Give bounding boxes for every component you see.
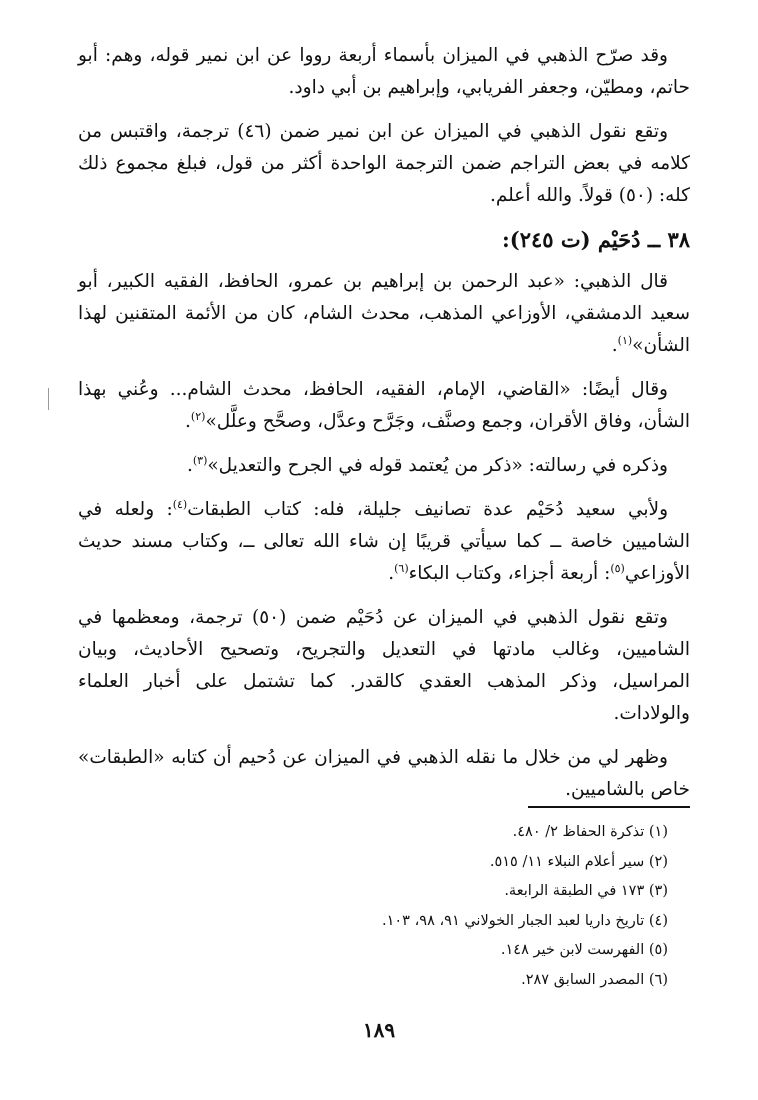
section-heading: ٣٨ ــ دُحَيْم (ت ٢٤٥): — [501, 227, 690, 252]
paragraph-3 — [78, 266, 690, 362]
footnote-ref-6: (٦) — [394, 561, 409, 575]
footnotes — [78, 818, 690, 995]
paragraph-5-text: وذكره في رسالته: «ذكر من يُعتمد قوله في الجرح والتعديل» — [207, 455, 668, 476]
paragraph-3-text: قال الذهبي: «عبد الرحمن بن إبراهيم بن عمرو، الحافظ، الفقيه الكبير، أبو سعيد الدمشقي، الأوزاعي المذهب، محدث الشام، كان من الأئمة المتقنين لهذا الشأن» — [78, 271, 690, 356]
footnote-5: (٥) الفهرست لابن خير ١٤٨. — [500, 942, 668, 958]
footnote-ref-5: (٥) — [610, 561, 625, 575]
paragraph-6 — [78, 494, 690, 590]
footnote-3: (٣) ١٧٣ في الطبقة الرابعة. — [504, 883, 668, 899]
footnote-4: (٤) تاريخ داريا لعبد الجبار الخولاني ٩١، ٩٨، ١٠٣. — [382, 912, 668, 929]
paragraph-6-part-c: : أربعة أجزاء، وكتاب البكاء — [408, 563, 611, 584]
paragraph-5-end: . — [186, 455, 193, 476]
page-number: ١٨٩ — [362, 1018, 396, 1042]
footnote-1: (١) تذكرة الحفاظ ٢/ ٤٨٠. — [512, 824, 668, 840]
footnote-2: (٢) سير أعلام النبلاء ١١/ ٥١٥. — [489, 853, 668, 870]
paragraph-6-end: . — [388, 563, 395, 584]
paragraph-3-end: . — [611, 335, 618, 356]
footnote-separator — [528, 806, 690, 808]
margin-mark — [48, 388, 49, 410]
paragraph-8: وظهر لي من خلال ما نقله الذهبي في الميزان عن دُحيم أن كتابه «الطبقات» خاص بالشاميين. — [78, 747, 690, 800]
paragraph-4-end: . — [185, 411, 191, 432]
paragraph-4 — [78, 374, 690, 438]
paragraph-1: وقد صرّح الذهبي في الميزان بأسماء أربعة رووا عن ابن نمير قوله، وهم: أبو حاتم، ومطيّن، وجعفر الفريابي، وإبراهيم بن أبي داود. — [78, 45, 690, 98]
footnote-ref-4: (٤) — [172, 497, 188, 511]
paragraph-2: وتقع نقول الذهبي في الميزان عن ابن نمير ضمن (٤٦) ترجمة، واقتبس من كلامه في بعض التراجم ضمن الترجمة الواحدة أكثر من قول، فبلغ مجموع ذلك كله: (٥٠) قولاً. والله أعلم. — [78, 121, 690, 206]
footnote-ref-1: (١) — [617, 333, 633, 347]
footnote-ref-3: (٣) — [192, 453, 208, 467]
paragraph-4-text: وقال أيضًا: «القاضي، الإمام، الفقيه، الحافظ، محدث الشام... وعُني بهذا الشأن، وفاق الأقران، وجمع وصنَّف، وجَرَّح وعدَّل، وصحَّح وعلَّل» — [78, 379, 690, 432]
footnote-6: (٦) المصدر السابق ٢٨٧. — [521, 971, 668, 988]
paragraph-6-part-b: : ولعله في الشاميين خاصة ــ كما سيأتي قريبًا إن شاء الله تعالى ــ، وكتاب مسند حديث الأوزاعي — [78, 499, 690, 584]
paragraph-7: وتقع نقول الذهبي في الميزان عن دُحَيْم ضمن (٥٠) ترجمة، ومعظمها في الشاميين، وغالب مادتها في التعديل والتجريح، وتصحيح الأحاديث، وبيان المراسيل، وذكر المذهب العقدي كالقدر. كما تشتمل على أخبار العلماء والولادات. — [78, 607, 690, 724]
main-text — [78, 40, 690, 818]
footnote-ref-2: (٢) — [190, 409, 206, 423]
paragraph-6-part-a: ولأبي سعيد دُحَيْم عدة تصانيف جليلة، فله: كتاب الطبقات — [187, 499, 668, 520]
paragraph-5 — [78, 450, 690, 482]
